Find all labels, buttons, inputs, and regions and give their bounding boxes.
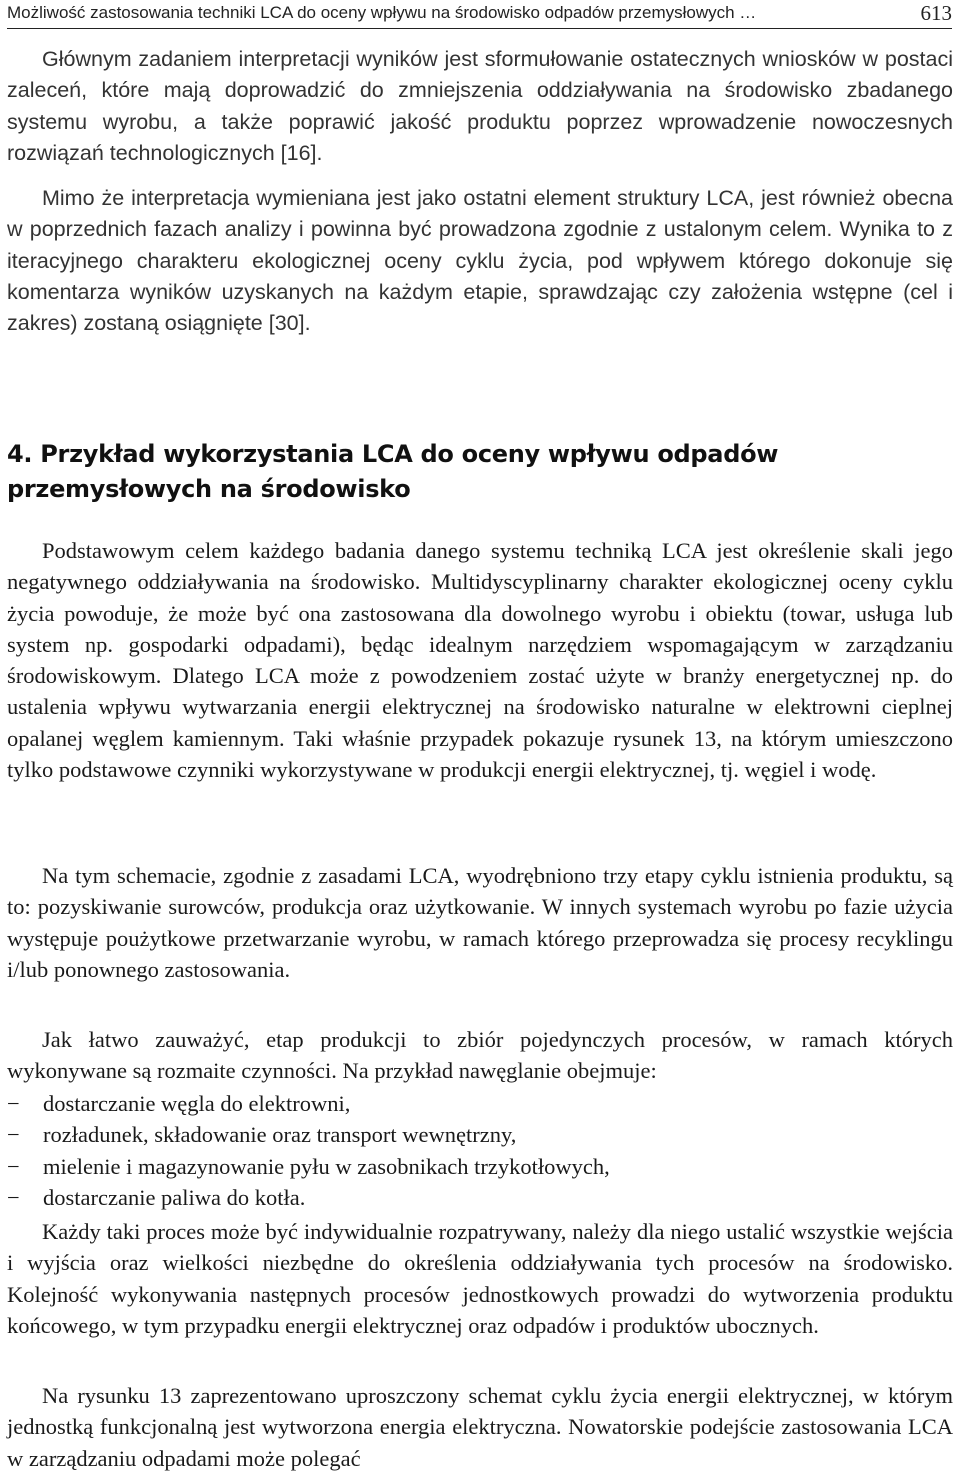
- list-dash-marker: −: [7, 1122, 20, 1148]
- section-heading: 4. Przykład wykorzystania LCA do oceny wpływu odpadów przemysłowych na środowisko: [7, 440, 779, 503]
- list-item-text: mielenie i magazynowanie pyłu w zasobnikach trzykotłowych,: [43, 1153, 610, 1179]
- section-paragraph-5: Na rysunku 13 zaprezentowano uproszczony schemat cyklu życia energii elektrycznej, w którym jednostką funkcjonalną jest wytworzona energia elektryczna. Nowatorskie podejście zastosowania LCA w zarządzaniu odpadami może polegać: [7, 1383, 953, 1471]
- process-list: [7, 1088, 953, 1213]
- intro-paragraph-1: Głównym zadaniem interpretacji wyników jest sformułowanie ostatecznych wniosków w postaci zaleceń, które mają doprowadzić do zmniejszenia oddziaływania na środowisko zbadanego systemu wyrobu, a także poprawić jakość produktu poprzez wprowadzenie nowoczesnych rozwiązań technologicznych [16].: [7, 47, 953, 165]
- running-header: [7, 0, 952, 29]
- list-item-text: dostarczanie węgla do elektrowni,: [43, 1091, 351, 1116]
- page-number: 613: [920, 1, 952, 25]
- running-title: Możliwość zastosowania techniki LCA do oceny wpływu na środowisko odpadów przemysłowych …: [7, 3, 757, 22]
- section-paragraph-3: Jak łatwo zauważyć, etap produkcji to zbiór pojedynczych procesów, w ramach których wykonywane są rozmaite czynności. Na przykład nawęglanie obejmuje:: [7, 1027, 953, 1084]
- list-dash-marker: −: [7, 1153, 20, 1179]
- list-item-text: rozładunek, składowanie oraz transport wewnętrzny,: [43, 1122, 517, 1148]
- list-dash-marker: −: [7, 1184, 20, 1210]
- intro-paragraph-2: Mimo że interpretacja wymieniana jest jako ostatni element struktury LCA, jest również obecna w poprzednich fazach analizy i powinna być prowadzona zgodnie z ustalonym celem. Wynika to z iteracyjnego charakteru ekologicznej oceny cyklu życia, pod wpływem którego dokonuje się komentarza wyników uzyskanych na każdym etapie, sprawdzając czy założenia wstępne (cel i zakres) zostaną osiągnięte [30].: [7, 186, 953, 336]
- list-dash-marker: −: [7, 1091, 20, 1116]
- section-paragraph-4: Każdy taki proces może być indywidualnie rozpatrywany, należy dla niego ustalić wszystkie wejścia i wyjścia oraz wielkości niezbędne do określenia oddziaływania tych procesów na środowisko. Kolejność wykonywania następnych procesów jednostkowych prowadzi do wytworzenia produktu końcowego, w tym przypadku energii elektrycznej oraz odpadów i produktów ubocznych.: [7, 1219, 953, 1338]
- list-item: [7, 1119, 953, 1150]
- list-item: [7, 1182, 953, 1213]
- list-item: [7, 1151, 953, 1182]
- section-paragraph-2: Na tym schemacie, zgodnie z zasadami LCA, wyodrębniono trzy etapy cyklu istnienia produktu, są to: pozyskiwanie surowców, produkcja oraz użytkowanie. W innych systemach wyrobu po fazie użycia występuje poużytkowe przetwarzanie wyrobu, w ramach którego przeprowadza się procesy recyklingu i/lub ponownego zastosowania.: [7, 863, 953, 982]
- list-item: [7, 1088, 953, 1119]
- list-item-text: dostarczanie paliwa do kotła.: [43, 1184, 306, 1210]
- section-paragraph-1: Podstawowym celem każdego badania danego systemu techniką LCA jest określenie skali jego negatywnego oddziaływania na środowisko. Multidyscyplinarny charakter ekologicznej oceny cyklu życia powoduje, że może być ona zastosowana dla dowolnego wyrobu i obiektu (towar, usługa lub system np. gospodarki odpadami), będąc idealnym narzędziem wspomagającym w zarządzaniu środowiskowym. Dlatego LCA może z powodzeniem zostać użyte w branży energetycznej np. do ustalenia wpływu wytwarzania energii elektrycznej na środowisko naturalne w elektrowni cieplnej opalanej węglem kamiennym. Taki właśnie przypadek pokazuje rysunek 13, na którym umieszczono tylko podstawowe czynniki wykorzystywane w produkcji energii elektrycznej, tj. węgiel i wodę.: [7, 538, 953, 783]
